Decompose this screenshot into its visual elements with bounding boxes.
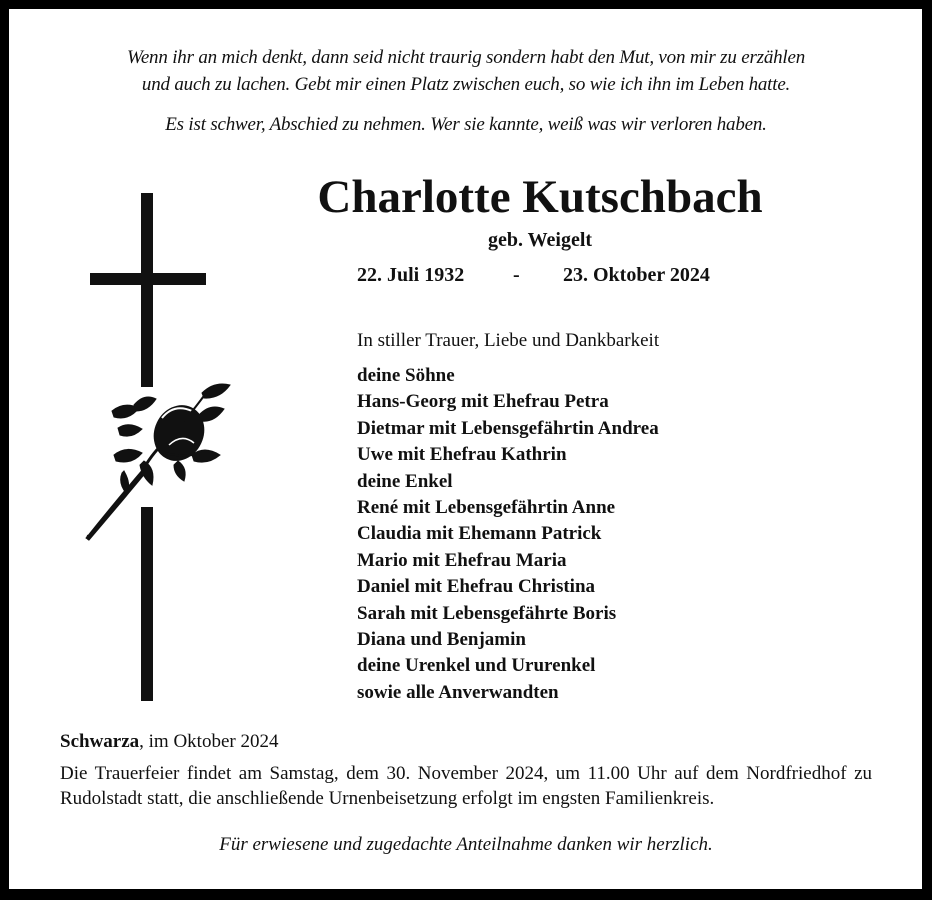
funeral-service-text: Die Trauerfeier findet am Samstag, dem 30. November 2024, um 11.00 Uhr auf dem Nordfriedhof zu Rudolstadt statt, die anschließende Urnenbeisetzung erfolgt im engsten Familienkreis. <box>60 763 872 809</box>
cross-lower-beam <box>141 507 153 701</box>
quote-line: Wenn ihr an mich denkt, dann seid nicht traurig sondern habt den Mut, von mir zu erzählen <box>126 47 806 68</box>
cross-with-rose-icon <box>84 193 244 703</box>
family-item: deine Urenkel und Ururenkel <box>357 655 596 677</box>
birth-date: 22. Juli 1932 <box>357 264 465 286</box>
family-item: deine Söhne <box>357 365 455 386</box>
birth-name: geb. Weigelt <box>487 229 593 251</box>
deceased-name: Charlotte Kutschbach <box>317 171 763 223</box>
family-item: Diana und Benjamin <box>357 628 526 650</box>
place-name: Schwarza <box>60 731 140 752</box>
cross-upper-beam <box>141 193 153 387</box>
opening-quote <box>0 44 932 98</box>
place-and-date <box>60 730 278 754</box>
family-item: deine Enkel <box>357 470 453 492</box>
cross-crossbar <box>90 273 206 285</box>
second-quote: Es ist schwer, Abschied zu nehmen. Wer sie kannte, weiß was wir verloren haben. <box>165 114 767 135</box>
rose-icon <box>86 384 230 540</box>
family-item: Sarah mit Lebensgefährte Boris <box>357 602 617 624</box>
family-item: Claudia mit Ehemann Patrick <box>357 523 602 545</box>
family-item: René mit Lebensgefährtin Anne <box>357 496 616 518</box>
place-date: , im Oktober 2024 <box>139 731 279 752</box>
family-item: Mario mit Ehefrau Maria <box>357 549 567 571</box>
family-item: Daniel mit Ehefrau Christina <box>357 576 596 598</box>
mourning-line: In stiller Trauer, Liebe und Dankbarkeit <box>357 330 660 351</box>
family-item: sowie alle Anverwandten <box>357 681 559 703</box>
quote-line: und auch zu lachen. Gebt mir einen Platz zwischen euch, so wie ich ihn im Leben hatte. <box>141 74 791 95</box>
family-item: Hans-Georg mit Ehefrau Petra <box>357 391 609 413</box>
thanks-line: Für erwiesene und zugedachte Anteilnahme danken wir herzlich. <box>219 834 713 855</box>
family-list <box>357 363 659 706</box>
death-date: 23. Oktober 2024 <box>563 264 710 286</box>
family-item: Dietmar mit Lebensgefährtin Andrea <box>357 417 659 439</box>
date-separator: - <box>513 264 520 286</box>
family-item: Uwe mit Ehefrau Kathrin <box>357 444 567 466</box>
